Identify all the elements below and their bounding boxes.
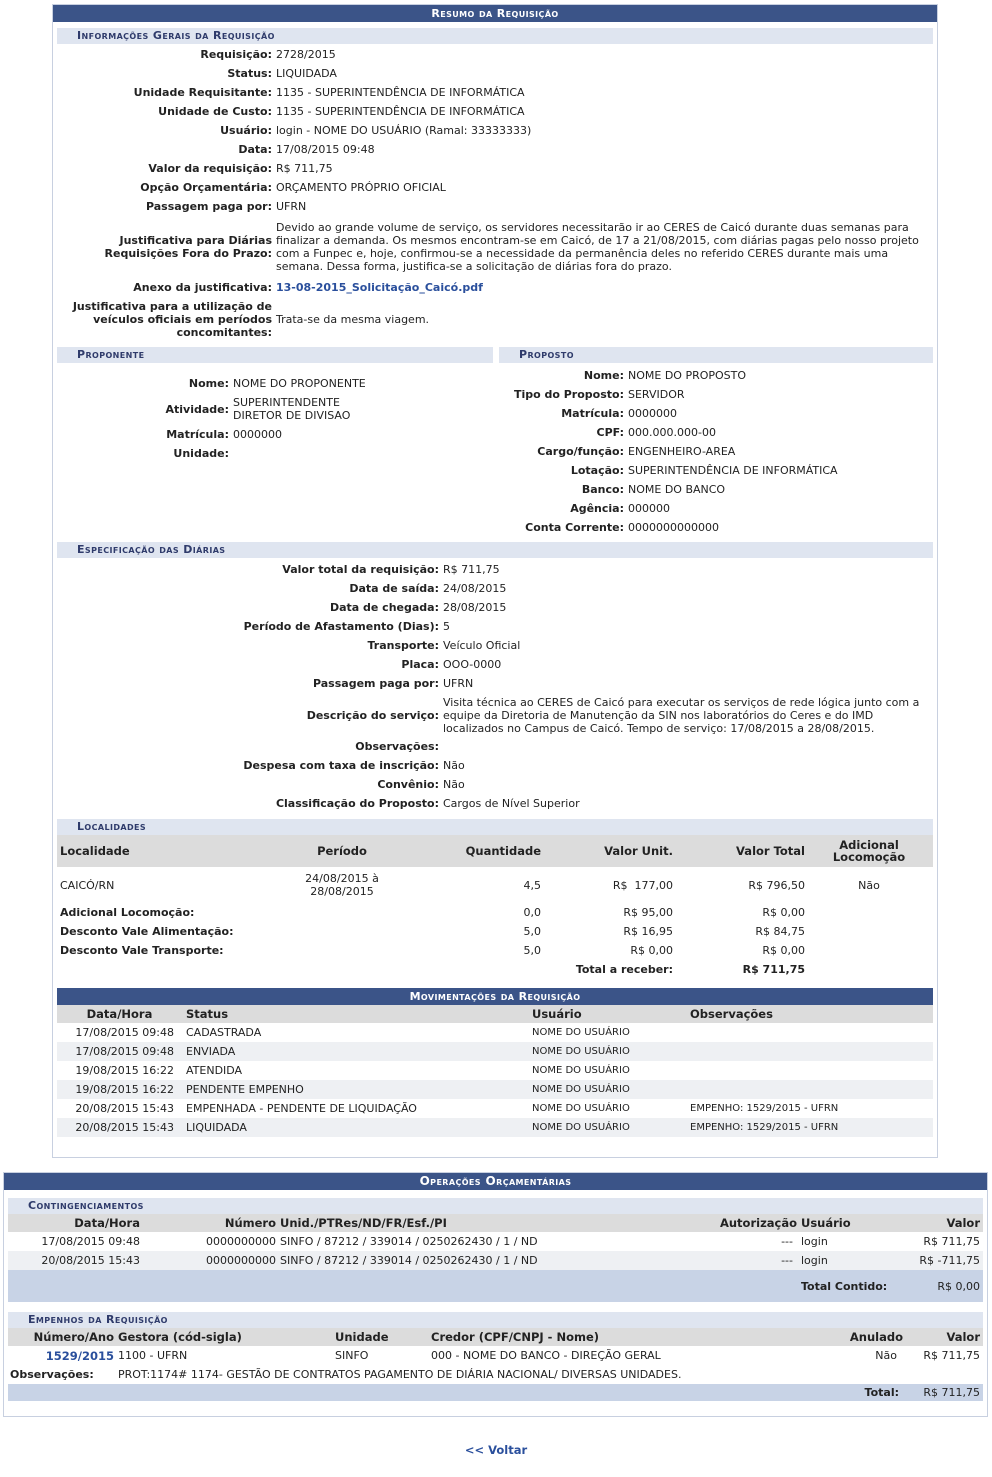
mov-obs [690, 1061, 933, 1080]
cont-title: Contingenciamentos [8, 1198, 983, 1214]
mov-usuario: NOME DO USUÁRIO [532, 1065, 630, 1076]
cont-data: 20/08/2015 15:43 [8, 1251, 144, 1270]
loc-periodo-2: 28/08/2015 [310, 885, 374, 898]
emp-col-numero: Número/Ano [8, 1328, 118, 1346]
emp-gestora: 1100 - UFRN [118, 1349, 188, 1362]
cont-data: 17/08/2015 09:48 [41, 1235, 140, 1248]
justificativa-row [57, 216, 933, 278]
localidades-table [57, 835, 933, 979]
espec-value: 5 [443, 620, 450, 633]
proposto-row [499, 499, 933, 518]
mov-data: 19/08/2015 16:22 [57, 1080, 182, 1099]
loc-extra-label: Adicional Locomoção: [60, 906, 195, 919]
gerais-label: Valor da requisição: [148, 162, 272, 175]
espec-row [57, 775, 933, 794]
emp-header [8, 1328, 983, 1346]
mov-obs [690, 1042, 933, 1061]
mov-usuario: NOME DO USUÁRIO [532, 1042, 690, 1061]
emp-total-row [8, 1384, 983, 1401]
mov-status: ENVIADA [182, 1042, 532, 1061]
proponente-nome: NOME DO PROPONENTE [233, 377, 366, 390]
proposto-row [499, 385, 933, 404]
proposto-value: NOME DO BANCO [628, 483, 726, 496]
proponente-atividade-1: SUPERINTENDENTE [233, 396, 340, 409]
proposto-label: Banco: [581, 483, 624, 496]
operacoes-panel [3, 1172, 988, 1417]
emp-col-valor: Valor [903, 1328, 983, 1346]
localidades-header [57, 835, 933, 867]
gerais-row [57, 121, 933, 140]
operacoes-title: Operações Orçamentárias [4, 1173, 987, 1190]
espec-value: Não [443, 778, 465, 791]
espec-row [57, 756, 933, 775]
table-row [57, 941, 933, 960]
cont-usuario: login [801, 1235, 828, 1248]
gerais-label: Passagem paga por: [145, 200, 272, 213]
emp-title: Empenhos da Requisição [8, 1312, 983, 1328]
resumo-panel [52, 4, 938, 1158]
col-quantidade: Quantidade [391, 835, 541, 867]
espec-row [57, 598, 933, 617]
empenho-link[interactable]: 1529/2015 [45, 1348, 114, 1363]
cont-numero: 0000000000 [206, 1235, 276, 1248]
cont-total-label: Total Contido: [801, 1270, 891, 1302]
cont-table [8, 1214, 983, 1302]
espec-label: Transporte: [367, 639, 439, 652]
cont-col-data: Data/Hora [8, 1214, 144, 1232]
total-row [57, 960, 933, 979]
mov-status: CADASTRADA [186, 1026, 262, 1039]
emp-col-unidade: Unidade [335, 1328, 431, 1346]
anexo-label: Anexo da justificativa: [133, 281, 272, 294]
proposto-row [499, 480, 933, 499]
mov-data: 17/08/2015 09:48 [57, 1042, 182, 1061]
gerais-table [57, 45, 933, 341]
gerais-row [57, 45, 933, 64]
espec-label: Valor total da requisição: [282, 563, 439, 576]
proposto-row [499, 423, 933, 442]
table-row [57, 1099, 933, 1118]
mov-obs: EMPENHO: 1529/2015 - UFRN [690, 1103, 839, 1114]
proposto-row [499, 518, 933, 537]
gerais-row [57, 140, 933, 159]
table-row [57, 1118, 933, 1137]
proponente-section [57, 347, 493, 537]
veiculos-value: Trata-se da mesma viagem. [276, 312, 430, 326]
mov-col-usuario: Usuário [532, 1005, 690, 1023]
cont-valor: R$ 711,75 [923, 1235, 980, 1248]
mov-data: 20/08/2015 15:43 [75, 1102, 174, 1115]
loc-extra-valor-total: R$ 0,00 [762, 906, 805, 919]
proposto-label: Conta Corrente: [525, 521, 624, 534]
proposto-label: Nome: [583, 369, 624, 382]
espec-row [57, 794, 933, 813]
loc-valor-unit: R$ 177,00 [612, 878, 673, 892]
loc-valor-total: R$ 796,50 [748, 878, 805, 892]
emp-unidade: SINFO [335, 1349, 369, 1362]
espec-value: UFRN [443, 677, 474, 690]
loc-extra-valor-unit: R$ 95,00 [623, 906, 673, 919]
proponente-matricula: 0000000 [233, 428, 282, 441]
gerais-row [57, 178, 933, 197]
gerais-value: login - NOME DO USUÁRIO (Ramal: 33333333) [276, 124, 532, 137]
proposto-value: SERVIDOR [628, 388, 685, 401]
proponente-atividade-2: DIRETOR DE DIVISAO [233, 409, 351, 422]
espec-label: Classificação do Proposto: [275, 797, 439, 810]
gerais-label: Data: [238, 143, 272, 156]
proposto-value: NOME DO PROPOSTO [628, 369, 747, 382]
espec-label: Data de chegada: [329, 601, 439, 614]
emp-valor: R$ 711,75 [923, 1349, 980, 1362]
mov-col-status: Status [182, 1005, 532, 1023]
cont-autorizacao: --- [781, 1235, 793, 1248]
proposto-row [499, 461, 933, 480]
loc-quantidade: 4,5 [523, 878, 541, 892]
col-valor-unit: Valor Unit. [541, 835, 673, 867]
justificativa-value: Devido ao grande volume de serviço, os servidores necessitarão ir ao CERES de Caicó durante duas semanas para finalizar a demanda. Os mesmos encontram-se em Caicó, de 17 a 21/08/2015, com diárias pagas pelo nosso projeto com a Funpec e, hoje, confirmou-se a necessidade da permanência deles no referido CERES durante mais uma semana. Dessa forma, justifica-se a solicitação de diárias fora do prazo. [276, 221, 919, 273]
especificacao-title: Especificação das Diárias [57, 542, 933, 558]
descricao-label: Descrição do serviço: [306, 708, 439, 722]
gerais-value: 1135 - SUPERINTENDÊNCIA DE INFORMÁTICA [276, 86, 525, 99]
cont-col-autorizacao: Autorização [591, 1214, 801, 1232]
proposto-value: 000.000.000-00 [628, 426, 716, 439]
cont-total-row [8, 1270, 983, 1302]
espec-row [57, 560, 933, 579]
espec-label: Período de Afastamento (Dias): [243, 620, 439, 633]
proposto-value: 0000000 [628, 407, 677, 420]
total-value: R$ 711,75 [742, 963, 805, 976]
proposto-value: ENGENHEIRO-AREA [628, 445, 736, 458]
mov-header [57, 1005, 933, 1023]
cont-unid: SINFO / 87212 / 339014 / 0250262430 / 1 / ND [280, 1251, 591, 1270]
espec-label: Despesa com taxa de inscrição: [243, 759, 439, 772]
total-label: Total a receber: [575, 963, 673, 976]
gerais-value: ORÇAMENTO PRÓPRIO OFICIAL [276, 181, 446, 194]
table-row [57, 922, 933, 941]
gerais-value: UFRN [276, 200, 307, 213]
proposto-row [499, 404, 933, 423]
proposto-label: Cargo/função: [537, 445, 624, 458]
gerais-label: Usuário: [220, 124, 272, 137]
loc-extra-quantidade: 5,0 [523, 925, 541, 938]
espec-label: Placa: [401, 658, 439, 671]
espec-value: Cargos de Nível Superior [443, 797, 580, 810]
cont-col-unid: Unid./PTRes/ND/FR/Esf./PI [280, 1214, 591, 1232]
table-row [8, 1232, 983, 1251]
emp-credor: 000 - NOME DO BANCO - DIREÇÃO GERAL [431, 1349, 661, 1362]
gerais-label: Unidade de Custo: [158, 105, 272, 118]
proponente-matricula-label: Matrícula: [166, 428, 229, 441]
loc-adicional: Não [858, 878, 880, 892]
gerais-title: Informações Gerais da Requisição [57, 28, 933, 44]
gerais-label: Opção Orçamentária: [140, 181, 272, 194]
gerais-row [57, 197, 933, 216]
emp-col-credor: Credor (CPF/CNPJ - Nome) [431, 1328, 831, 1346]
proponente-table [57, 374, 493, 463]
mov-col-data: Data/Hora [57, 1005, 182, 1023]
mov-data: 17/08/2015 09:48 [75, 1026, 174, 1039]
emp-anulado: Não [875, 1349, 897, 1362]
localidades-title: Localidades [57, 819, 933, 835]
emp-obs-label: Observações: [10, 1368, 94, 1381]
cont-col-numero: Número [144, 1214, 280, 1232]
mov-table [57, 1005, 933, 1137]
proposto-row [499, 442, 933, 461]
loc-extra-quantidade: 5,0 [523, 944, 541, 957]
voltar-link[interactable]: << Voltar [464, 1443, 528, 1457]
loc-extra-quantidade: 0,0 [523, 906, 541, 919]
table-row [57, 1042, 933, 1061]
espec-row [57, 636, 933, 655]
mov-usuario: NOME DO USUÁRIO [532, 1080, 690, 1099]
mov-col-obs: Observações [690, 1005, 933, 1023]
gerais-label: Status: [227, 67, 272, 80]
col-adicional: Adicional Locomoção [805, 835, 933, 867]
anexo-link[interactable]: 13-08-2015_Solicitação_Caicó.pdf [276, 281, 483, 294]
proponente-nome-label: Nome: [188, 377, 229, 390]
proposto-label: Lotação: [570, 464, 624, 477]
loc-periodo-1: 24/08/2015 à [305, 872, 379, 885]
loc-extra-label: Desconto Vale Alimentação: [60, 925, 234, 938]
espec-row [57, 579, 933, 598]
proposto-value: 0000000000000 [628, 521, 719, 534]
mov-status: ATENDIDA [186, 1064, 243, 1077]
gerais-row [57, 159, 933, 178]
emp-obs-value: PROT:1174# 1174- GESTÃO DE CONTRATOS PAGAMENTO DE DIÁRIA NACIONAL/ DIVERSAS UNIDADES. [118, 1368, 682, 1381]
col-localidade: Localidade [57, 835, 293, 867]
cont-numero: 0000000000 [144, 1251, 280, 1270]
mov-status: PENDENTE EMPENHO [182, 1080, 532, 1099]
cont-header [8, 1214, 983, 1232]
proposto-label: Tipo do Proposto: [513, 388, 624, 401]
cont-total-value: R$ 0,00 [891, 1270, 983, 1302]
table-row [57, 1023, 933, 1042]
proposto-label: Agência: [570, 502, 624, 515]
espec-label: Convênio: [377, 778, 439, 791]
gerais-value: LIQUIDADA [276, 67, 337, 80]
anexo-row [57, 278, 933, 297]
emp-total-value: R$ 711,75 [903, 1384, 983, 1401]
cont-unid: SINFO / 87212 / 339014 / 0250262430 / 1 / ND [280, 1235, 538, 1248]
mov-obs [690, 1023, 933, 1042]
veiculos-label: Justificativa para a utilização de veículos oficiais em períodos concomitantes: [72, 299, 272, 339]
gerais-row [57, 64, 933, 83]
mov-usuario: NOME DO USUÁRIO [532, 1118, 690, 1137]
emp-total-label: Total: [8, 1384, 903, 1401]
loc-localidade: CAICÓ/RN [60, 878, 115, 892]
gerais-row [57, 102, 933, 121]
col-valor-total: Valor Total [673, 835, 805, 867]
loc-extra-valor-unit: R$ 16,95 [623, 925, 673, 938]
cont-autorizacao: --- [591, 1251, 801, 1270]
veiculos-row [57, 297, 933, 341]
espec-row [57, 737, 933, 756]
resumo-title: Resumo da Requisição [53, 5, 937, 22]
emp-table [8, 1328, 983, 1401]
emp-col-gestora: Gestora (cód-sigla) [118, 1328, 335, 1346]
proposto-label: Matrícula: [561, 407, 624, 420]
espec-value: 28/08/2015 [443, 601, 507, 614]
espec-label: Data de saída: [349, 582, 439, 595]
gerais-row [57, 83, 933, 102]
mov-usuario: NOME DO USUÁRIO [532, 1103, 630, 1114]
table-row [57, 1061, 933, 1080]
loc-extra-valor-total: R$ 0,00 [762, 944, 805, 957]
gerais-value: R$ 711,75 [276, 162, 333, 175]
table-row [8, 1251, 983, 1270]
cont-usuario: login [801, 1251, 891, 1270]
gerais-value: 17/08/2015 09:48 [276, 143, 375, 156]
mov-obs [690, 1080, 933, 1099]
gerais-label: Unidade Requisitante: [133, 86, 272, 99]
proposto-section [499, 347, 933, 537]
loc-extra-valor-total: R$ 84,75 [755, 925, 805, 938]
espec-value [443, 737, 933, 756]
mov-status: EMPENHADA - PENDENTE DE LIQUIDAÇÃO [186, 1102, 417, 1115]
table-row [8, 1346, 983, 1365]
espec-value: Veículo Oficial [443, 639, 521, 652]
proposto-value: SUPERINTENDÊNCIA DE INFORMÁTICA [628, 464, 838, 477]
proposto-title: Proposto [499, 347, 933, 363]
emp-obs-row [8, 1365, 983, 1384]
mov-status: LIQUIDADA [182, 1118, 532, 1137]
proponente-unidade-label: Unidade: [173, 447, 229, 460]
proponente-atividade-label: Atividade: [165, 402, 229, 416]
mov-usuario: NOME DO USUÁRIO [532, 1027, 630, 1038]
especificacao-table [57, 560, 933, 813]
espec-value: R$ 711,75 [443, 563, 500, 576]
table-row [57, 903, 933, 922]
gerais-value: 2728/2015 [276, 48, 336, 61]
table-row [57, 1080, 933, 1099]
descricao-value: Visita técnica ao CERES de Caicó para executar os serviços de rede lógica junto com a equipe da Diretoria de Manutenção da SIN nos laboratórios do Ceres e do IMD localizados no Campus de Caicó. Tempo de serviço: 17/08/2015 a 28/08/2015. [443, 695, 920, 735]
espec-value: 24/08/2015 [443, 582, 507, 595]
table-row [57, 867, 933, 903]
espec-value: Não [443, 759, 465, 772]
cont-valor: R$ -711,75 [891, 1251, 983, 1270]
proposto-row [499, 366, 933, 385]
espec-row [57, 617, 933, 636]
loc-extra-valor-unit: R$ 0,00 [630, 944, 673, 957]
espec-label: Passagem paga por: [312, 677, 439, 690]
justificativa-label: Justificativa para Diárias Requisições Fora do Prazo: [104, 234, 272, 260]
descricao-row [57, 693, 933, 737]
mov-data: 20/08/2015 15:43 [57, 1118, 182, 1137]
cont-col-valor: Valor [891, 1214, 983, 1232]
proponente-title: Proponente [57, 347, 493, 363]
mov-obs: EMPENHO: 1529/2015 - UFRN [690, 1118, 933, 1137]
cont-col-usuario: Usuário [801, 1214, 891, 1232]
emp-col-anulado: Anulado [831, 1328, 903, 1346]
mov-data: 19/08/2015 16:22 [75, 1064, 174, 1077]
espec-label: Observações: [355, 740, 439, 753]
mov-title: Movimentações da Requisição [57, 988, 933, 1005]
proposto-table [499, 366, 933, 537]
loc-extra-label: Desconto Vale Transporte: [60, 944, 224, 957]
col-periodo: Período [293, 835, 391, 867]
proposto-label: CPF: [596, 426, 624, 439]
gerais-value: 1135 - SUPERINTENDÊNCIA DE INFORMÁTICA [276, 105, 525, 118]
gerais-label: Requisição: [200, 48, 272, 61]
espec-row [57, 655, 933, 674]
espec-value: OOO-0000 [443, 658, 502, 671]
espec-row [57, 674, 933, 693]
proposto-value: 000000 [628, 502, 670, 515]
